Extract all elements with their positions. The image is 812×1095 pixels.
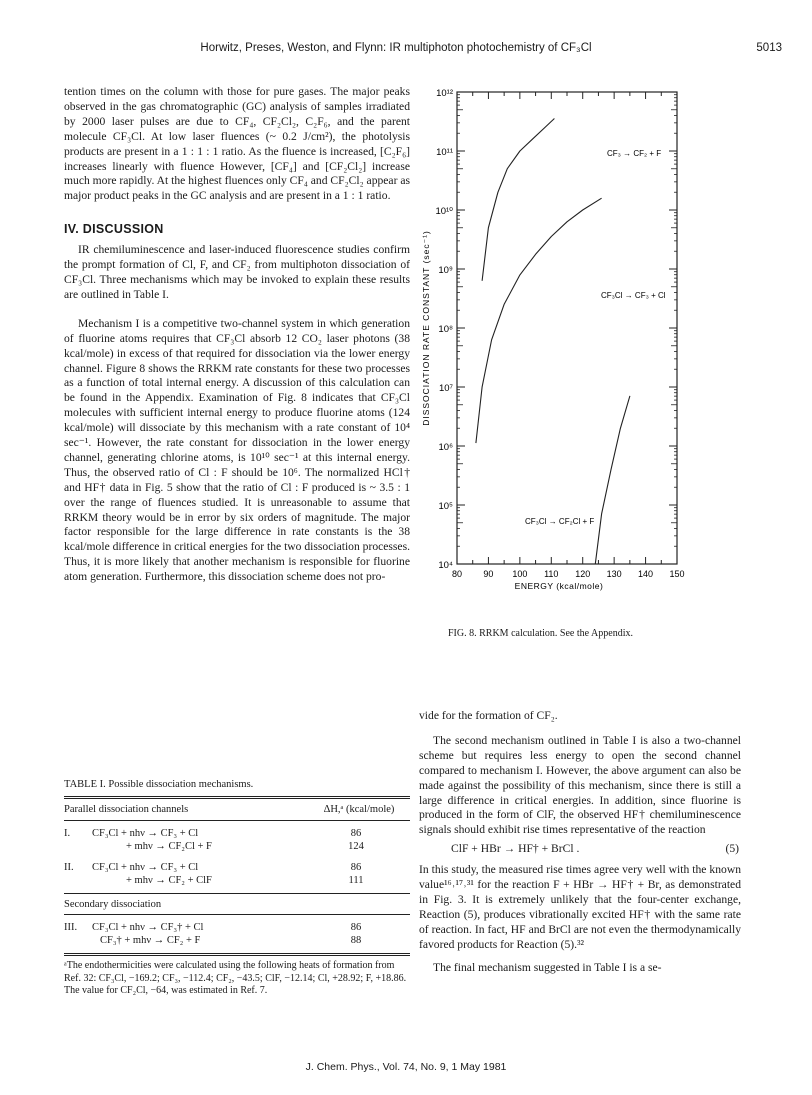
series-line-3: [595, 396, 630, 564]
y-tick-label: 10¹⁰: [435, 206, 453, 217]
y-tick-label: 10⁵: [438, 501, 453, 512]
table-row: II. CF₃Cl + nhν → CF₃ + Cl 86: [64, 862, 362, 873]
table-row: I. CF₃Cl + nhν → CF₃ + Cl 86: [64, 828, 362, 839]
x-tick-label: 90: [483, 569, 494, 579]
y-tick-label: 10⁷: [438, 383, 453, 394]
paragraph: Mechanism I is a competitive two-channel system in which generation of fluorine atoms requires that CF₃Cl absorb 12 CO₂ laser photons (38 kcal/mole) in excess of that required for dissociation via the lower energy channel. Figure 8 shows the RRKM rate constants for these two processes as a function of total internal energy. A discussion of this calculation can be found in the Appendix. Examination of Fig. 8 indicates that CF₃Cl molecules with sufficient internal energy to produce fluorine atoms (124 kcal/mole) will dissociate by this mechanism with a rate constant of 10⁴ sec⁻¹. However, the rate constant for dissociation in the lower energy channel, generating chlorine atoms, is 10¹⁰ sec⁻¹ at this internal energy. Thus, the observed ratio of Cl : F should be 10⁶. The normalized HCl† and HF† data in Fig. 5 show that the ratio of Cl : F produced is ~ 3.5 : 1 over the range of fluences studied. It is unreasonable to assume that RRKM theory would be in error by six orders of magnitude. The major factor responsible for the large difference in rate constants is the 38 kcal/mole difference in critical energies for the two dissociation processes. Thus, it is more likely that another mechanism is responsible for fluorine atom generation. Furthermore, this dissociation scheme does not pro-: [64, 316, 410, 584]
y-axis-label: DISSOCIATION RATE CONSTANT (sec⁻¹): [421, 230, 431, 426]
table-row: + mhν → CF₂Cl + F 124: [126, 841, 364, 852]
figure-8-chart: [405, 68, 725, 603]
column-header: Parallel dissociation channels: [64, 804, 189, 815]
rrkm-chart: [405, 68, 725, 603]
series-line-2: [476, 198, 602, 443]
paragraph: IR chemiluminescence and laser-induced fluorescence studies confirm the prompt formation of Cl, F, and CF₂ from multiphoton dissociation of CF₃Cl. Three mechanisms which may be invoked to explain these results are outlined in Table I.: [64, 243, 410, 301]
series-label-3: CF₃Cl → CF₂Cl + F: [525, 517, 595, 526]
series-label-2: CF₃Cl → CF₃ + Cl: [601, 291, 666, 300]
equation-5: [419, 842, 741, 859]
running-title: Horwitz, Preses, Weston, and Flynn: IR multiphoton photochemistry of CF₃Cl: [200, 42, 592, 54]
equation-number: (5): [725, 842, 739, 856]
paragraph: vide for the formation of CF₂.: [419, 709, 558, 722]
x-tick-label: 110: [544, 569, 559, 579]
x-axis-label: ENERGY (kcal/mole): [514, 581, 604, 591]
paragraph: In this study, the measured rise times agree very well with the known value¹⁶˒¹⁷˒³¹ for the reaction F + HBr → HF† + Br, as demonstrated in Fig. 3. It is extremely unlikely that the four-center exchange, Reaction (5), produces vibrationally excited HF† with the same rate of reaction. In fact, HF and BrCl are not even the thermodynamically favored products for Reaction (5).³²: [419, 863, 741, 951]
x-tick-label: 140: [638, 569, 654, 579]
x-tick-label: 130: [606, 569, 622, 579]
table-row: III. CF₃Cl + nhν → CF₃† + Cl 86: [64, 922, 362, 933]
x-tick-label: 100: [512, 569, 528, 579]
left-column: [64, 85, 410, 585]
right-column: [419, 709, 741, 976]
y-tick-label: 10¹²: [436, 88, 453, 99]
y-tick-label: 10⁴: [438, 560, 453, 571]
y-tick-label: 10⁹: [438, 265, 453, 276]
table-footnote: ᵃThe endothermicities were calculated using the following heats of formation from Ref. 32: CF₃Cl, −169.2; CF₃, −112.4; CF₂, −43.5; ClF, −12.14; Cl, +28.92; F, +18.86. The value for CF₂Cl, −64, was estimated in Ref. 7.: [64, 960, 407, 996]
series-line-1: [482, 119, 554, 281]
y-tick-label: 10⁸: [438, 324, 453, 335]
series-label-1: CF₃ → CF₂ + F: [607, 149, 662, 158]
x-tick-label: 150: [669, 569, 685, 579]
equation: ClF + HBr → HF† + BrCl .: [451, 842, 580, 856]
x-tick-label: 80: [451, 569, 463, 579]
figure-caption: FIG. 8. RRKM calculation. See the Appendix.: [448, 628, 633, 639]
x-tick-label: 120: [575, 569, 591, 579]
table-subheading: Secondary dissociation: [64, 899, 162, 910]
paragraph: The second mechanism outlined in Table I is also a two-channel scheme but requires less energy to open the second channel compared to mechanism I. However, the above argument can also be made against the possibility of this mechanism, since there is still a large difference in critical energies. In addition, since fluorine is produced in the form of ClF, the observed HF† chemiluminescence signals should exhibit rise times representative of the reaction: [419, 733, 741, 837]
table-row: CF₃† + mhν → CF₂ + F 88: [100, 935, 362, 946]
y-tick-label: 10¹¹: [436, 147, 453, 158]
paragraph: tention times on the column with those for pure gases. The major peaks observed in the gas chromatographic (GC) analysis of samples irradiated by 2000 laser pulses are due to CF₄, CF₂Cl₂, C₂F₆, and the parent molecule CF₃Cl. At low laser fluences (~ 0.2 J/cm²), the photolysis products are present in a 1 : 1 : 1 ratio. As the fluence is increased, [C₂F₆] increases linearly with fluence However, [CF₄] and [CF₂Cl₂] increase much more rapidly. At the highest fluences only CF₄ and CF₂Cl₂ appear as major product peaks in the GC analysis and are present in a 1 : 1 ratio.: [64, 85, 410, 203]
paragraph: The final mechanism suggested in Table I is a se-: [433, 960, 662, 974]
table-row: + mhν → CF₂ + ClF 111: [126, 875, 364, 886]
plot-frame: [457, 92, 677, 564]
table-title: TABLE I. Possible dissociation mechanisms.: [64, 779, 254, 790]
table-1: [64, 778, 410, 998]
section-heading: IV. DISCUSSION: [64, 222, 164, 237]
journal-footer: J. Chem. Phys., Vol. 74, No. 9, 1 May 1981: [305, 1061, 507, 1073]
table-header: [64, 803, 410, 816]
page-number: 5013: [756, 42, 782, 54]
column-header: ΔH,ᵃ (kcal/mole): [323, 804, 395, 815]
y-tick-label: 10⁶: [438, 442, 453, 453]
